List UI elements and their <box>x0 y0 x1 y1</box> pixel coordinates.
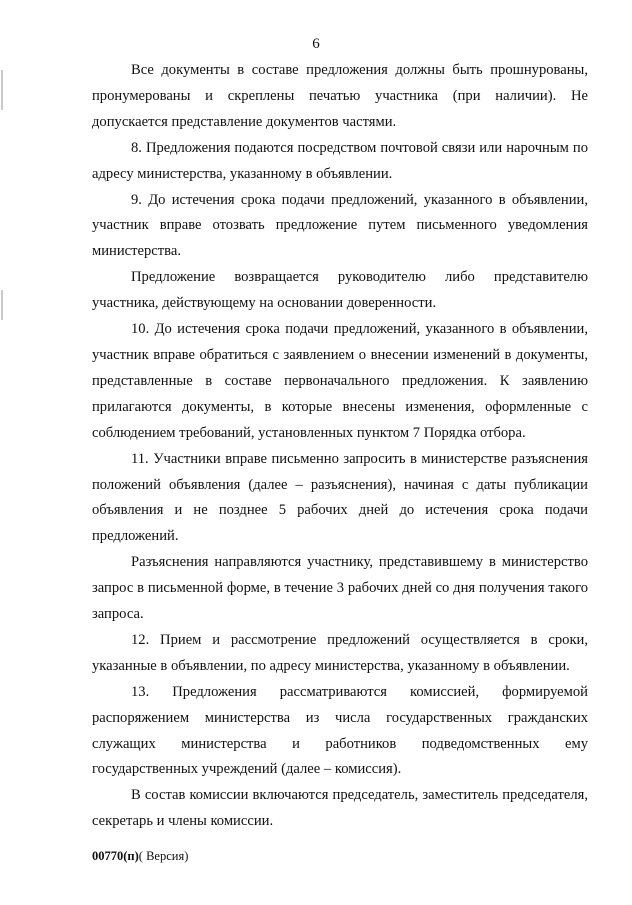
scan-margin-mark <box>1 290 3 320</box>
paragraph-item-11: 11. Участники вправе письменно запросить в министерстве разъяснения положений объявления (далее – разъяснения), начиная с даты публикации объявления и не позднее 5 рабочих дней до истечения срока подачи предложений. <box>92 450 588 545</box>
paragraph-item-9: 9. До истечения срока подачи предложений, указанного в объявлении, участник вправе отозвать предложение путем письменного уведомления министерства. <box>92 191 588 260</box>
paragraph-item-8: 8. Предложения подаются посредством почтовой связи или нарочным по адресу министерства, указанному в объявлении. <box>92 139 588 182</box>
paragraph-documents-binding: Все документы в составе предложения должны быть прошнурованы, пронумерованы и скреплены печатью участника (при наличии). Не допускается представление документов частями. <box>92 62 588 130</box>
document-body <box>92 58 588 835</box>
paragraph-item-12: 12. Прием и рассмотрение предложений осуществляется в сроки, указанные в объявлении, по адресу министерства, указанному в объявлении. <box>92 631 588 674</box>
page-number: 6 <box>312 36 320 52</box>
paragraph-commission-members: В состав комиссии включаются председатель, заместитель председателя, секретарь и члены комиссии. <box>92 787 588 830</box>
paragraph-return: Предложение возвращается руководителю либо представителю участника, действующему на основании доверенности. <box>92 269 588 312</box>
footer <box>92 849 188 864</box>
scan-margin-mark <box>1 70 3 110</box>
document-version: ( Версия) <box>138 849 189 863</box>
paragraph-item-10: 10. До истечения срока подачи предложений, указанного в объявлении, участник вправе обратиться с заявлением о внесении изменений в документы, представленные в составе первоначального предложения. К заявлению прилагаются документы, в которые внесены изменения, оформленные с соблюдением требований, установленных пунктом 7 Порядка отбора. <box>92 321 588 441</box>
paragraph-clarifications: Разъяснения направляются участнику, представившему в министерство запрос в письменной форме, в течение 3 рабочих дней со дня получения такого запроса. <box>92 554 588 623</box>
document-code: 00770(п) <box>92 849 139 863</box>
paragraph-item-13: 13. Предложения рассматриваются комиссией, формируемой распоряжением министерства из числа государственных гражданских служащих министерства и работников подведомственных ему государственных учреждений (далее – комиссия). <box>92 683 588 778</box>
